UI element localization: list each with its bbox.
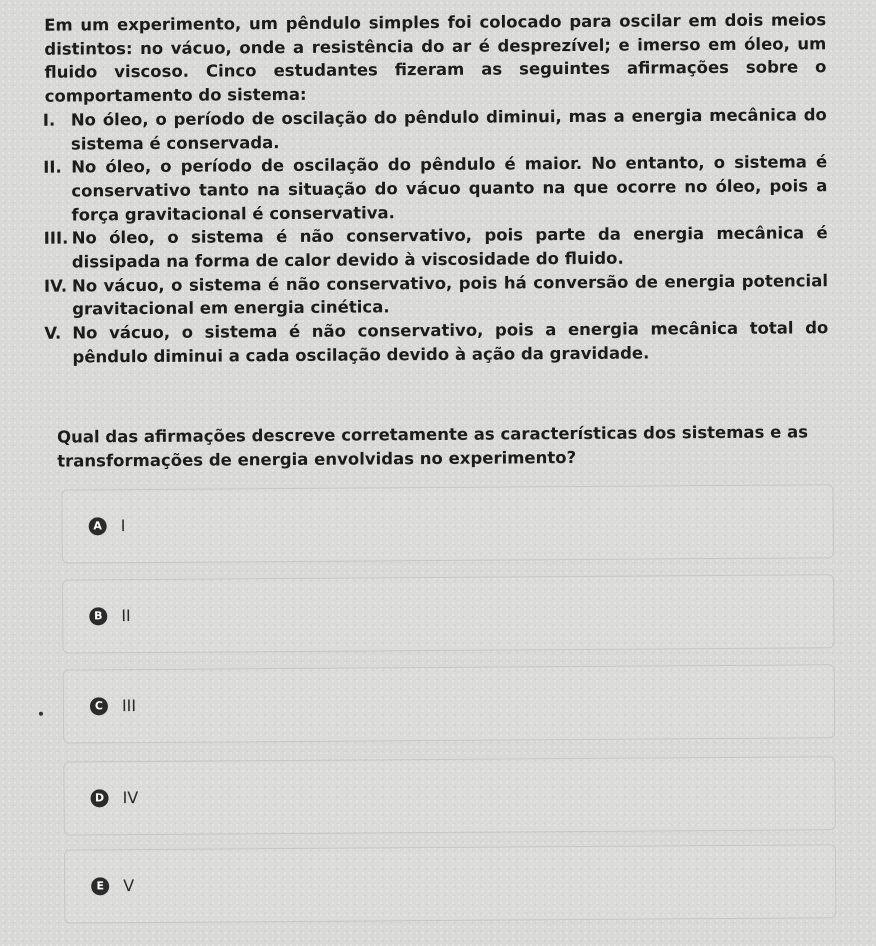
option-e-label: V xyxy=(123,876,135,896)
option-c-letter-badge: C xyxy=(90,697,108,715)
statement-4: IV. No vácuo, o sistema é não conservativo, pois há conversão de energia potencial gravitacional em energia cinética. xyxy=(43,270,829,319)
option-a-label: I xyxy=(120,516,126,536)
option-c-label: III xyxy=(121,696,137,716)
statement-3: III. No óleo, o sistema é não conservativo, pois parte da energia mecânica é dissipada na forma de calor devido à viscosidade do fluido. xyxy=(43,223,828,272)
option-b[interactable] xyxy=(62,574,834,653)
statement-1: I. No óleo, o período de oscilação do pêndulo diminui, mas a energia mecânica do sistema é conservada. xyxy=(42,105,827,154)
option-d[interactable] xyxy=(63,756,835,835)
option-a-letter-badge: A xyxy=(89,517,107,535)
question-prompt: Qual das afirmações descreve corretamente as características dos sistemas e as transformações de energia envolvidas no experimento? xyxy=(56,422,809,471)
option-e-letter-badge: E xyxy=(91,877,109,895)
statement-list xyxy=(42,103,829,369)
cursor-dot-icon xyxy=(39,712,43,716)
question-stem xyxy=(44,8,828,369)
statement-2: II. No óleo, o período de oscilação do pêndulo é maior. No entanto, o sistema é conservativo tanto na situação do vácuo quanto na que ocorre no óleo, pois a força gravitacional é conservativa. xyxy=(43,152,828,225)
option-d-label: IV xyxy=(122,788,139,808)
option-e[interactable] xyxy=(64,844,836,923)
stem-intro: Em um experimento, um pêndulo simples foi colocado para oscilar em dois meios distintos: no vácuo, onde a resistência do ar é desprezível; e imerso em óleo, um fluido viscoso. Cinco estudantes fizeram as seguintes afirmações sobre o comportamento do sistema: xyxy=(44,10,827,106)
option-b-letter-badge: B xyxy=(89,607,107,625)
option-c[interactable] xyxy=(63,664,835,743)
option-b-label: II xyxy=(121,606,131,626)
statement-5: V. No vácuo, o sistema é não conservativo, pois a energia mecânica total do pêndulo diminui a cada oscilação devido à ação da gravidade. xyxy=(44,318,829,367)
option-d-letter-badge: D xyxy=(91,789,109,807)
option-a[interactable] xyxy=(61,484,833,563)
